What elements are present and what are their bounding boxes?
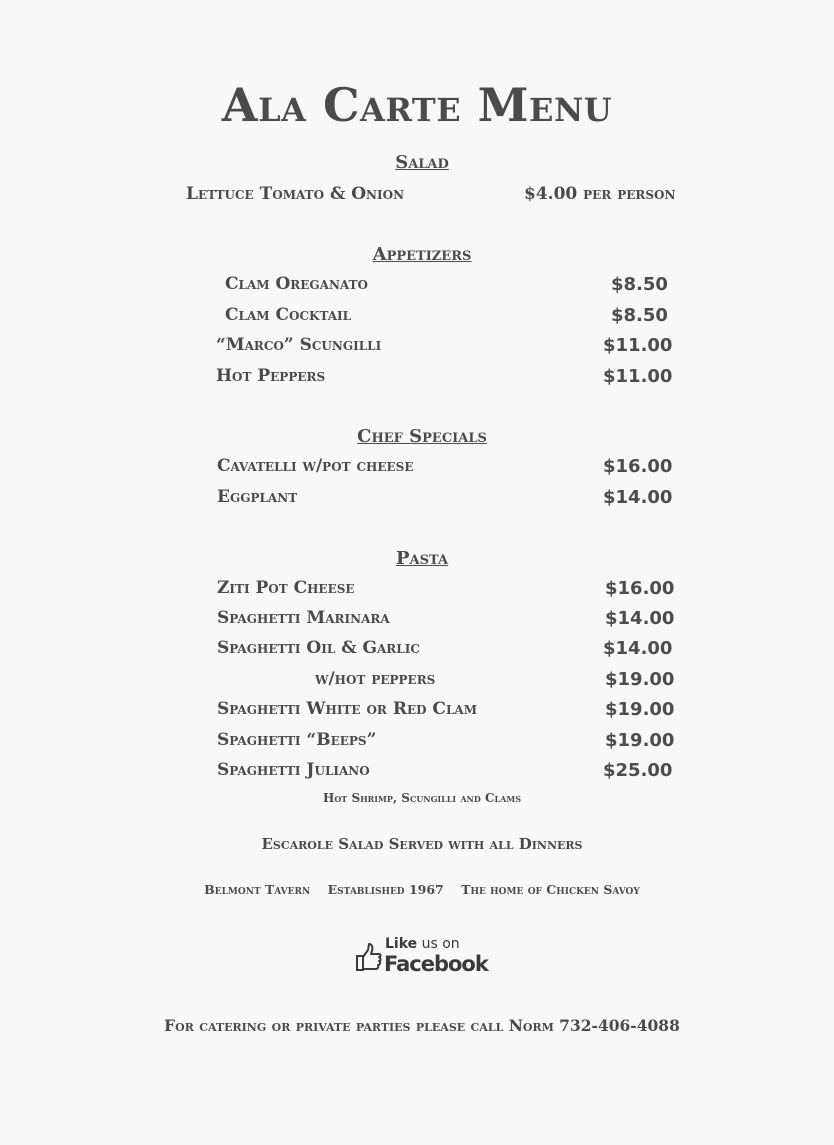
facebook-brand-text: Facebook — [384, 952, 488, 976]
menu-item-name: Spaghetti Juliano — [217, 760, 370, 780]
section-heading-pasta: Pasta — [395, 548, 449, 569]
menu-item-price: $19.00 — [605, 730, 675, 751]
facebook-like-badge[interactable] — [350, 934, 488, 980]
menu-item-price: $19.00 — [605, 699, 675, 720]
menu-item-price: $4.00 per person — [524, 184, 676, 204]
menu-item-price: $14.00 — [603, 487, 673, 508]
menu-item-name: Spaghetti “Beeps” — [217, 730, 377, 750]
menu-item-name: Spaghetti White or Red Clam — [217, 699, 477, 719]
menu-item-name: Spaghetti Marinara — [217, 608, 390, 628]
menu-item-name: w/hot peppers — [315, 669, 436, 689]
menu-item-price: $19.00 — [605, 669, 675, 690]
menu-item-name: Lettuce Tomato & Onion — [186, 184, 405, 204]
facebook-like-text: Like us on — [385, 936, 460, 952]
thumbs-up-icon — [354, 942, 382, 972]
menu-item-price: $11.00 — [603, 335, 673, 356]
menu-item-name: Clam Cocktail — [225, 305, 352, 325]
pasta-note: Hot Shrimp, Scungilli and Clams — [323, 791, 521, 805]
menu-item-price: $8.50 — [611, 274, 668, 295]
menu-item-name: Eggplant — [217, 487, 298, 507]
catering-contact: For catering or private parties please call Norm 732-406-4088 — [164, 1016, 680, 1035]
menu-item-name: “Marco” Scungilli — [216, 335, 382, 355]
menu-item-price: $16.00 — [605, 578, 675, 599]
section-heading-appetizers: Appetizers — [372, 244, 472, 265]
page-title: Ala Carte Menu — [221, 78, 613, 132]
escarole-note: Escarole Salad Served with all Dinners — [261, 835, 583, 853]
section-heading-salad: Salad — [395, 152, 449, 173]
menu-item-price: $14.00 — [603, 638, 673, 659]
menu-item-price: $14.00 — [605, 608, 675, 629]
menu-item-name: Cavatelli w/pot cheese — [217, 456, 414, 476]
menu-item-name: Clam Oreganato — [225, 274, 368, 294]
menu-item-price: $8.50 — [611, 305, 668, 326]
menu-item-price: $25.00 — [603, 760, 673, 781]
section-heading-chef-specials: Chef Specials — [357, 426, 487, 447]
menu-item-price: $16.00 — [603, 456, 673, 477]
menu-item-name: Hot Peppers — [216, 366, 326, 386]
menu-item-name: Ziti Pot Cheese — [217, 578, 355, 598]
restaurant-info: Belmont Tavern Established 1967 The home of Chicken Savoy — [204, 882, 640, 897]
menu-item-price: $11.00 — [603, 366, 673, 387]
menu-item-name: Spaghetti Oil & Garlic — [217, 638, 420, 658]
